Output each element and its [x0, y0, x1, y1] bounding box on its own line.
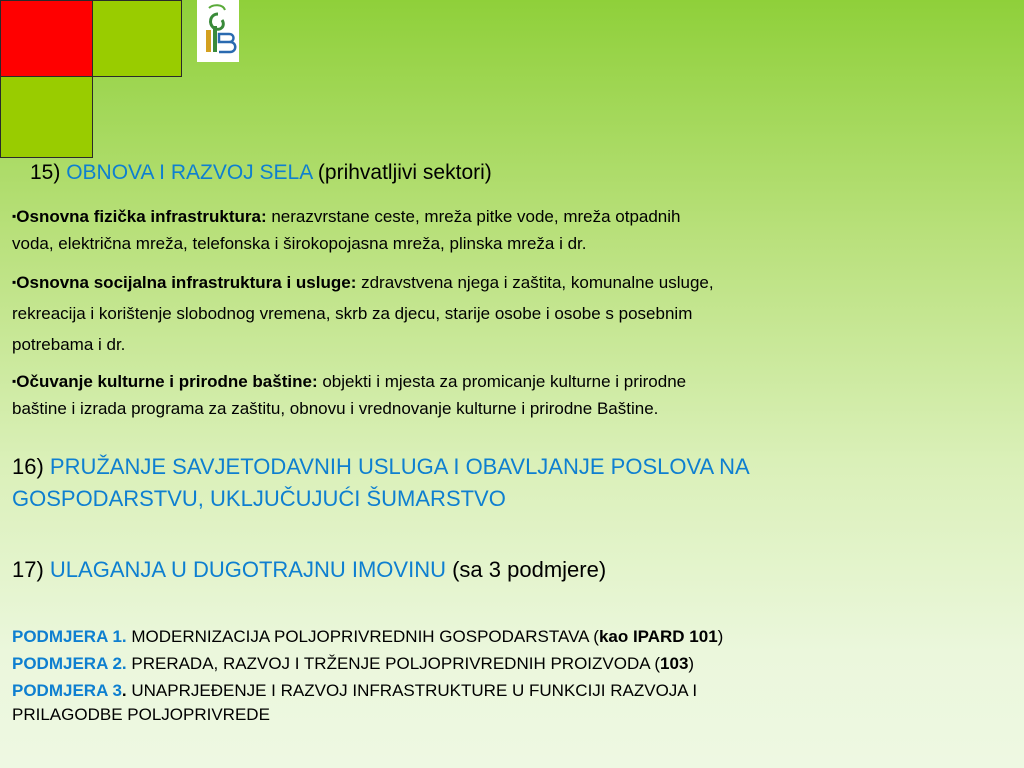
green-square-decoration: [92, 0, 182, 77]
item-15-title: OBNOVA I RAZVOJ SELA: [66, 161, 313, 184]
stylized-plant-logo-icon: [197, 0, 239, 62]
submeasure-1: PODMJERA 1. MODERNIZACIJA POLJOPRIVREDNIH GOSPODARSTAVA (kao IPARD 101): [12, 627, 724, 646]
submeasure-2: PODMJERA 2. PRERADA, RAZVOJ I TRŽENJE POLJOPRIVREDNIH PROIZVODA (103): [12, 654, 695, 673]
bullet-physical-infrastructure: ▪Osnovna fizička infrastruktura: nerazvrstane ceste, mreža pitke vode, mreža otpadnih voda, električna mreža, telefonska i širokopojasna mreža, plinska mreža i dr.: [12, 207, 681, 253]
item-16-heading: 16) PRUŽANJE SAVJETODAVNIH USLUGA I OBAVLJANJE POSLOVA NA GOSPODARSTVU, UKLJUČUJUĆI ŠUMARSTVO: [12, 454, 750, 511]
bullet-social-infrastructure: ▪Osnovna socijalna infrastruktura i usluge: zdravstvena njega i zaštita, komunalne usluge, rekreacija i korištenje slobodnog vremena, skrb za djecu, starije osobe i osobe s posebnim potrebama i dr.: [12, 273, 714, 354]
submeasure-3: PODMJERA 3. UNAPRJEĐENJE I RAZVOJ INFRASTRUKTURE U FUNKCIJI RAZVOJA I PRILAGODBE POLJOPRIVREDE: [12, 681, 698, 724]
bullet-heritage: ▪Očuvanje kulturne i prirodne baštine: objekti i mjesta za promicanje kulturne i prirodne baštine i izrada programa za zaštitu, obnovu i vrednovanje kulturne i prirodne Baštine.: [12, 372, 687, 418]
item-15-heading: 15) OBNOVA I RAZVOJ SELA (prihvatljivi sektori): [30, 161, 492, 184]
item-17-heading: 17) ULAGANJA U DUGOTRAJNU IMOVINU (sa 3 podmjere): [12, 557, 607, 582]
red-square-decoration: [0, 0, 93, 77]
item-17-title: ULAGANJA U DUGOTRAJNU IMOVINU: [49, 557, 446, 582]
green-square-decoration-lower: [0, 76, 93, 158]
